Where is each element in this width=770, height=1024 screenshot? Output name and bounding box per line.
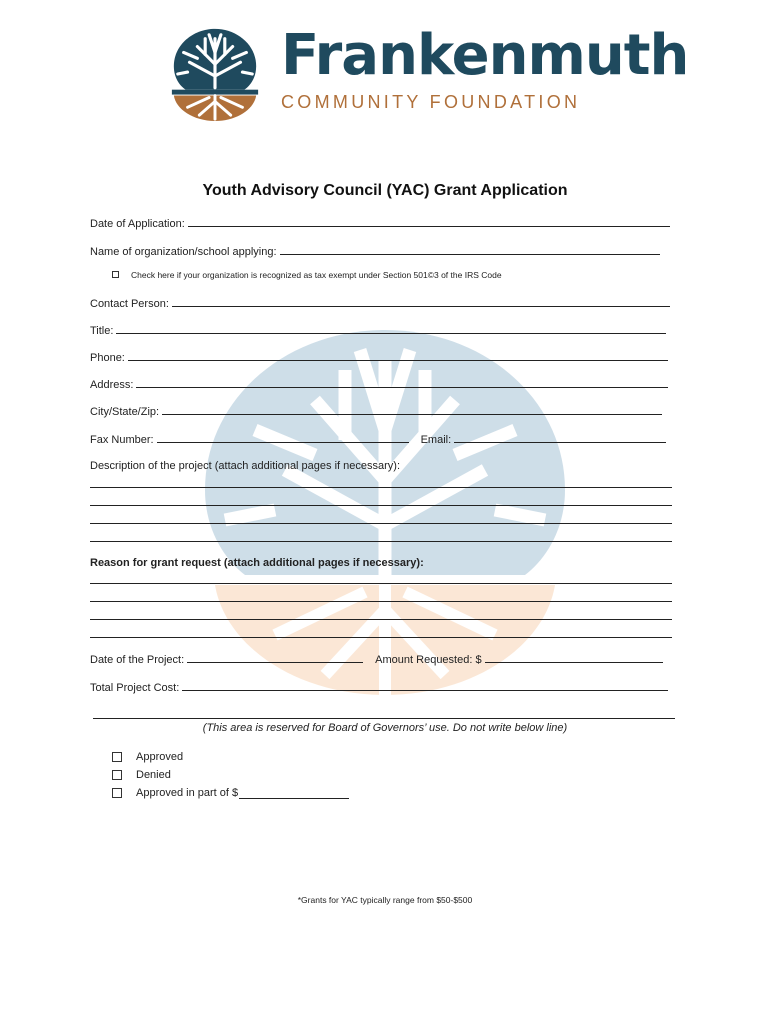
- description-line-4[interactable]: [90, 541, 672, 542]
- organization-row: [90, 244, 660, 258]
- reason-line-3[interactable]: [90, 619, 672, 620]
- total-project-cost-blank[interactable]: [182, 680, 668, 691]
- address-label: Address:: [90, 379, 134, 391]
- date-amount-row: [90, 652, 663, 666]
- title-row: [90, 323, 666, 337]
- city-state-zip-label: City/State/Zip:: [90, 406, 160, 418]
- reason-label: Reason for grant request (attach additional pages if necessary):: [90, 557, 424, 569]
- approved-option: [112, 751, 183, 763]
- address-row: [90, 377, 668, 391]
- city-state-zip-blank[interactable]: [162, 404, 662, 415]
- city-state-zip-row: [90, 404, 662, 418]
- approved-checkbox[interactable]: [112, 752, 122, 762]
- denied-checkbox[interactable]: [112, 770, 122, 780]
- amount-requested-blank[interactable]: [485, 652, 663, 663]
- organization-label: Name of organization/school applying:: [90, 246, 277, 258]
- total-project-cost-label: Total Project Cost:: [90, 682, 180, 694]
- document-title: Youth Advisory Council (YAC) Grant Application: [202, 182, 568, 199]
- reason-line-1[interactable]: [90, 583, 672, 584]
- approved-part-checkbox[interactable]: [112, 788, 122, 798]
- org-name: Frankenmuth: [281, 23, 689, 88]
- tax-exempt-row: [112, 270, 502, 280]
- denied-label: Denied: [136, 769, 171, 781]
- grant-range-footnote: *Grants for YAC typically range from $50-$500: [297, 895, 473, 905]
- date-of-application-blank[interactable]: [188, 216, 670, 227]
- title-label: Title:: [90, 325, 114, 337]
- description-line-1[interactable]: [90, 487, 672, 488]
- tree-icon: [166, 24, 264, 124]
- approved-part-blank[interactable]: [239, 788, 349, 799]
- contact-person-row: [90, 296, 670, 310]
- denied-option: [112, 769, 171, 781]
- tax-exempt-checkbox[interactable]: [112, 271, 119, 278]
- board-note: (This area is reserved for Board of Governors’ use. Do not write below line): [202, 722, 568, 734]
- approved-part-option: [112, 787, 349, 799]
- tax-exempt-label: Check here if your organization is recognized as tax exempt under Section 501©3 of the IRS Code: [131, 270, 502, 280]
- description-line-2[interactable]: [90, 505, 672, 506]
- description-line-3[interactable]: [90, 523, 672, 524]
- approved-label: Approved: [136, 751, 184, 763]
- reason-line-2[interactable]: [90, 601, 672, 602]
- contact-person-blank[interactable]: [172, 296, 670, 307]
- org-subtitle: COMMUNITY FOUNDATION: [281, 92, 581, 112]
- description-label: Description of the project (attach additional pages if necessary):: [90, 460, 400, 472]
- approved-part-label: Approved in part of $: [136, 787, 239, 799]
- date-of-project-blank[interactable]: [187, 652, 363, 663]
- total-cost-row: [90, 680, 668, 694]
- phone-row: [90, 350, 668, 364]
- phone-label: Phone:: [90, 352, 125, 364]
- email-label: Email:: [420, 434, 452, 446]
- fax-number-label: Fax Number:: [90, 434, 154, 446]
- fax-number-blank[interactable]: [157, 432, 409, 443]
- fax-email-row: [90, 432, 666, 446]
- organization-blank[interactable]: [280, 244, 660, 255]
- title-blank[interactable]: [116, 323, 666, 334]
- amount-requested-label: Amount Requested: $: [375, 654, 482, 666]
- date-of-project-label: Date of the Project:: [90, 654, 185, 666]
- board-divider-line: [93, 718, 675, 719]
- email-blank[interactable]: [454, 432, 666, 443]
- date-of-application-row: [90, 216, 670, 230]
- address-blank[interactable]: [136, 377, 668, 388]
- reason-line-4[interactable]: [90, 637, 672, 638]
- phone-blank[interactable]: [128, 350, 668, 361]
- date-of-application-label: Date of Application:: [90, 218, 185, 230]
- contact-person-label: Contact Person:: [90, 298, 169, 310]
